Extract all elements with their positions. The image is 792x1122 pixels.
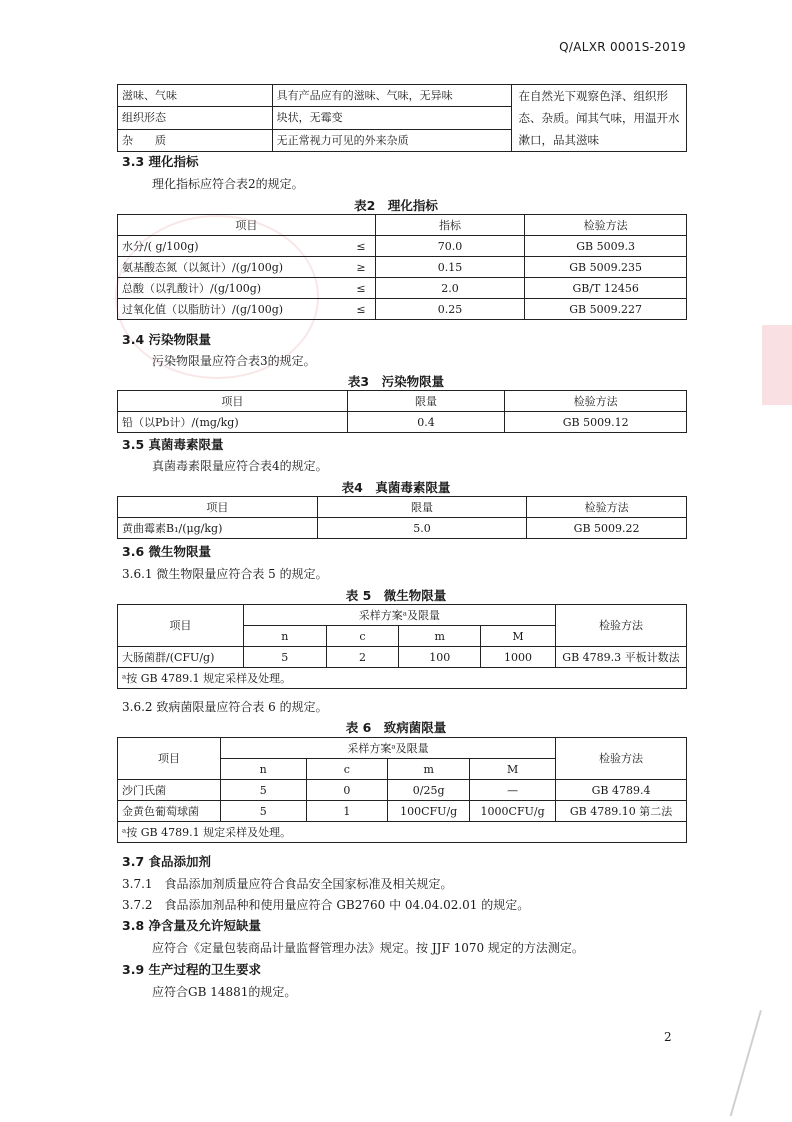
table-cell: 黄曲霉素B₁/(μg/kg): [118, 518, 318, 539]
table-cell: GB 5009.235: [525, 257, 687, 278]
paragraph: 3.6.1 微生物限量应符合表 5 的规定。: [122, 567, 328, 581]
table-3: [117, 390, 687, 433]
table-cell: 水分/( g/100g): [118, 236, 348, 257]
table-header-row: [118, 605, 687, 626]
table-cell: 杂 质: [118, 129, 273, 151]
table-cell: —: [470, 780, 556, 801]
header-cell: M: [470, 759, 556, 780]
header-cell: 限量: [347, 391, 505, 412]
table-cell: 具有产品应有的滋味、气味，无异味: [272, 85, 512, 107]
table-cell: 无正常视力可见的外来杂质: [272, 129, 512, 151]
table-cell: GB 5009.12: [505, 412, 687, 433]
table-cell: 70.0: [375, 236, 525, 257]
table-cell: 总酸（以乳酸计）/(g/100g): [118, 278, 348, 299]
table-cell: 沙门氏菌: [118, 780, 221, 801]
section-title: 3.6 微生物限量: [122, 544, 211, 559]
table-caption: 表3 污染物限量: [347, 374, 445, 389]
header-cell: 限量: [317, 497, 526, 518]
table-row: [118, 85, 687, 107]
section-title: 3.8 净含量及允许短缺量: [122, 918, 261, 933]
table-header-row: [118, 497, 687, 518]
table-6: [117, 737, 687, 843]
table-caption: 表2 理化指标: [354, 198, 438, 213]
table-4: [117, 496, 687, 539]
table-cell: 金黄色葡萄球菌: [118, 801, 221, 822]
section-title: 3.4 污染物限量: [122, 332, 211, 347]
table-cell: 100CFU/g: [388, 801, 470, 822]
table-cell: 5: [220, 780, 306, 801]
paragraph: 理化指标应符合表2的规定。: [152, 177, 304, 191]
table-cell: 2.0: [375, 278, 525, 299]
header-cell: c: [326, 626, 399, 647]
table-cell: 5.0: [317, 518, 526, 539]
table-2: [117, 214, 687, 320]
header-cell: 项目: [118, 215, 376, 236]
table-cell: 大肠菌群/(CFU/g): [118, 647, 244, 668]
table-caption: 表4 真菌毒素限量: [341, 480, 451, 495]
header-cell: 项目: [118, 497, 318, 518]
table-row: [118, 278, 687, 299]
table-cell: GB 4789.10 第二法: [556, 801, 687, 822]
header-cell: m: [388, 759, 470, 780]
table-row: [118, 236, 687, 257]
header-cell: 检验方法: [556, 738, 687, 780]
section-title: 3.3 理化指标: [122, 154, 199, 169]
header-cell: 检验方法: [555, 605, 686, 647]
table-cell: 0.25: [375, 299, 525, 320]
document-id: Q/ALXR 0001S-2019: [559, 40, 686, 54]
header-cell: n: [243, 626, 326, 647]
section-title: 3.5 真菌毒素限量: [122, 437, 224, 452]
page-number: 2: [664, 1030, 672, 1044]
table-cell: 滋味、气味: [118, 85, 273, 107]
table-note: ᵃ按 GB 4789.1 规定采样及处理。: [118, 822, 687, 843]
method-cell: [512, 85, 687, 152]
table-row: [118, 780, 687, 801]
paragraph: 应符合GB 14881的规定。: [152, 985, 297, 999]
table-header-row: [118, 738, 687, 759]
section-title: 3.9 生产过程的卫生要求: [122, 962, 261, 977]
table-cell: 组织形态: [118, 107, 273, 129]
paragraph: 应符合《定量包装商品计量监督管理办法》规定。按 JJF 1070 规定的方法测定。: [152, 941, 584, 955]
table-note-row: [118, 822, 687, 843]
table-cell: GB 5009.22: [527, 518, 687, 539]
table-row: [118, 299, 687, 320]
header-cell: 检验方法: [505, 391, 687, 412]
sensory-table: [117, 84, 687, 152]
paragraph: 3.7.2 食品添加剂品种和使用量应符合 GB2760 中 04.04.02.01 的规定。: [122, 898, 530, 912]
table-cell: 铅（以Pb计）/(mg/kg): [118, 412, 348, 433]
table-header-row: [118, 391, 687, 412]
table-cell: 0.4: [347, 412, 505, 433]
signature-stroke: [730, 1010, 762, 1116]
table-cell: 1000: [481, 647, 556, 668]
header-cell: 项目: [118, 391, 348, 412]
header-cell: 采样方案ᵃ及限量: [243, 605, 555, 626]
table-5: [117, 604, 687, 689]
method-text: 在自然光下观察色泽、组织形态、杂质。闻其气味，用温开水漱口，品其滋味: [518, 89, 680, 147]
header-cell: 检验方法: [525, 215, 687, 236]
header-cell: 项目: [118, 605, 244, 647]
table-cell: GB 5009.3: [525, 236, 687, 257]
table-cell: 100: [399, 647, 481, 668]
section-title: 3.7 食品添加剂: [122, 854, 211, 869]
table-header-row: [118, 215, 687, 236]
table-cell: 0/25g: [388, 780, 470, 801]
operator-cell: ≤: [347, 278, 375, 299]
table-row: [118, 257, 687, 278]
header-cell: M: [481, 626, 556, 647]
table-cell: 1: [306, 801, 388, 822]
paragraph: 3.7.1 食品添加剂质量应符合食品安全国家标准及相关规定。: [122, 877, 453, 891]
table-cell: GB/T 12456: [525, 278, 687, 299]
table-row: [118, 801, 687, 822]
table-cell: 1000CFU/g: [470, 801, 556, 822]
header-cell: c: [306, 759, 388, 780]
header-cell: m: [399, 626, 481, 647]
table-row: [118, 518, 687, 539]
header-cell: 采样方案ᵃ及限量: [220, 738, 555, 759]
header-cell: 指标: [375, 215, 525, 236]
table-caption: 表 6 致病菌限量: [345, 720, 447, 735]
operator-cell: ≤: [347, 299, 375, 320]
table-cell: 5: [243, 647, 326, 668]
paragraph: 3.6.2 致病菌限量应符合表 6 的规定。: [122, 700, 328, 714]
table-cell: 块状，无霉变: [272, 107, 512, 129]
header-cell: 检验方法: [527, 497, 687, 518]
table-cell: 0.15: [375, 257, 525, 278]
header-cell: n: [220, 759, 306, 780]
table-row: [118, 412, 687, 433]
table-cell: GB 5009.227: [525, 299, 687, 320]
table-note: ᵃ按 GB 4789.1 规定采样及处理。: [118, 668, 687, 689]
table-cell: 5: [220, 801, 306, 822]
table-cell: GB 4789.3 平板计数法: [555, 647, 686, 668]
operator-cell: ≥: [347, 257, 375, 278]
paragraph: 污染物限量应符合表3的规定。: [152, 354, 316, 368]
table-cell: GB 4789.4: [556, 780, 687, 801]
paragraph: 真菌毒素限量应符合表4的规定。: [152, 459, 328, 473]
table-cell: 0: [306, 780, 388, 801]
seal-stamp-edge: [762, 325, 792, 405]
table-cell: 2: [326, 647, 399, 668]
header-cell: 项目: [118, 738, 221, 780]
table-note-row: [118, 668, 687, 689]
table-cell: 过氧化值（以脂肪计）/(g/100g): [118, 299, 348, 320]
operator-cell: ≤: [347, 236, 375, 257]
table-cell: 氨基酸态氮（以氮计）/(g/100g): [118, 257, 348, 278]
table-caption: 表 5 微生物限量: [345, 588, 447, 603]
table-row: [118, 647, 687, 668]
